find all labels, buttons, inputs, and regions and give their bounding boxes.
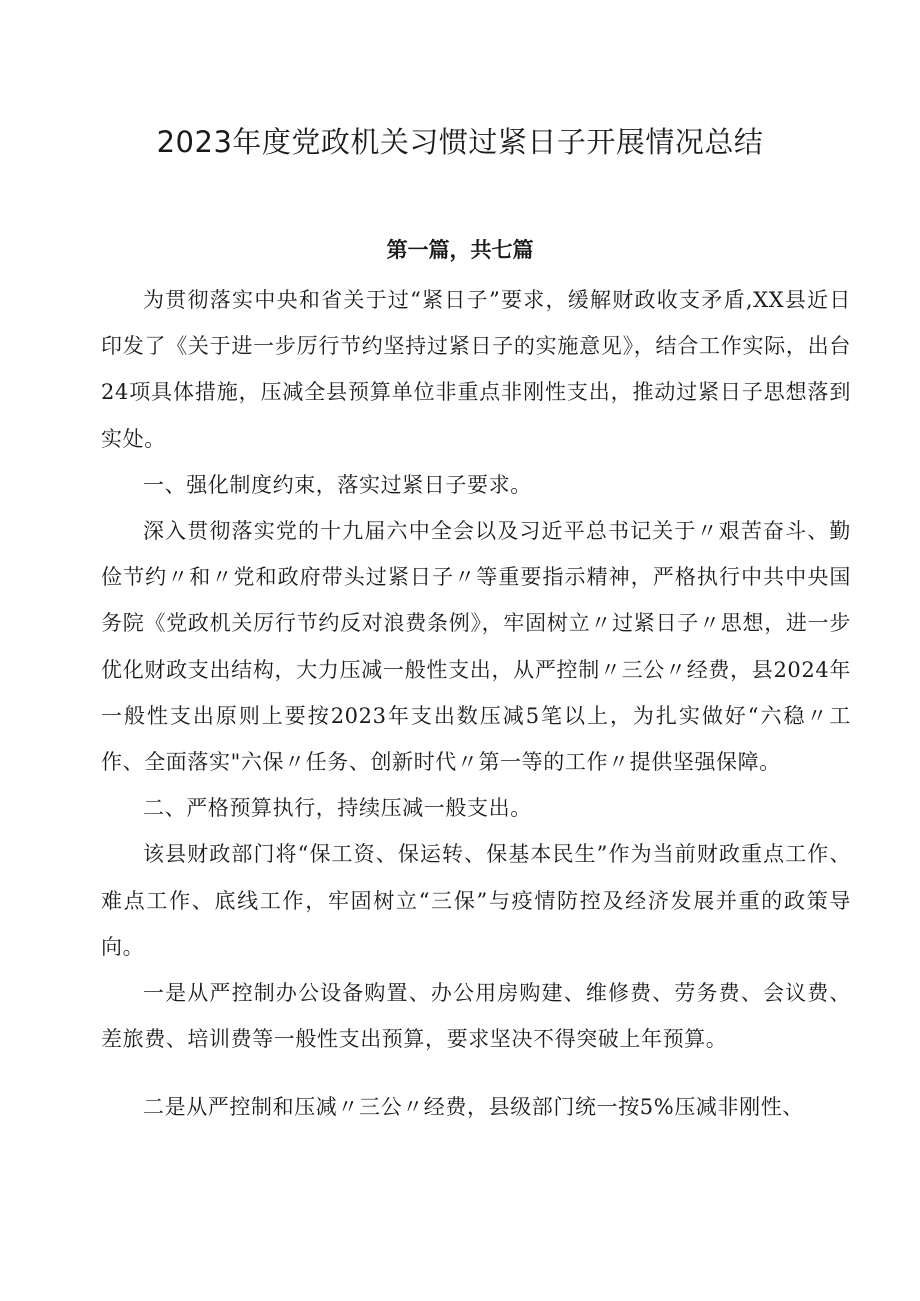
paragraph-item-two: 二是从严控制和压减〃三公〃经费，县级部门统一按5%压减非刚性、 <box>143 1095 804 1120</box>
section-heading: 第一篇，共七篇 <box>386 238 534 262</box>
paragraph-policy: 该县财政部门将“保工资、保运转、保基本民生”作为当前财政重点工作、难点工作、底线工作，牢固树立“三保”与疫情防控及经济发展并重的政策导向。 <box>101 842 851 959</box>
paragraph-intro: 为贯彻落实中央和省关于过“紧日子”要求，缓解财政收支矛盾,XX县近日印发了《关于进一步厉行节约坚持过紧日子的实施意见》，结合工作实际，出台24项具体措施，压减全县预算单位非重点非刚性支出，推动过紧日子思想落到实处。 <box>101 288 851 451</box>
paragraph-directives: 深入贯彻落实党的十九届六中全会以及习近平总书记关于〃艰苦奋斗、勤俭节约〃和〃党和政府带头过紧日子〃等重要指示精神，严格执行中共中央国务院《党政机关厉行节约反对浪费条例》，牢固树立〃过紧日子〃思想，进一步优化财政支出结构，大力压减一般性支出，从严控制〃三公〃经费，县2024年一般性支出原则上要按2023年支出数压减5笔以上，为扎实做好“六稳〃工作、全面落实"六保〃任务、创新时代〃第一等的工作〃提供坚强保障。 <box>101 519 851 775</box>
paragraph-item-one: 一是从严控制办公设备购置、办公用房购建、维修费、劳务费、会议费、差旅费、培训费等一般性支出预算，要求坚决不得突破上年预算。 <box>101 981 851 1052</box>
paragraph-heading-one: 一、强化制度约束，落实过紧日子要求。 <box>143 472 532 497</box>
document-title: 2023年度党政机关习惯过紧日子开展情况总结 <box>156 125 764 159</box>
paragraph-heading-two: 二、严格预算执行，持续压减一般支出。 <box>143 796 532 821</box>
document-body <box>101 277 851 1131</box>
